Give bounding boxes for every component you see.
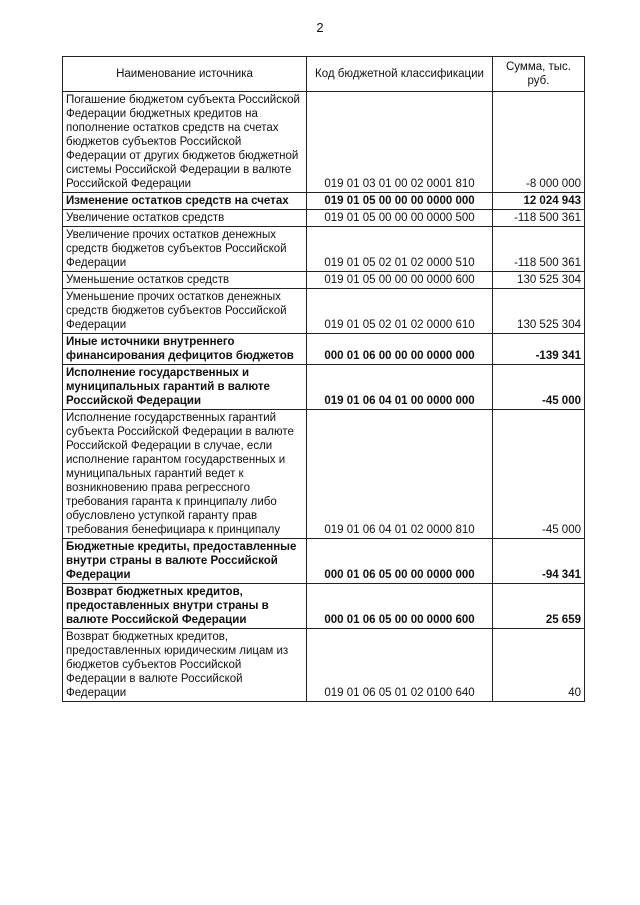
page-number: 2 <box>316 20 324 35</box>
table-row <box>63 584 585 629</box>
budget-code-cell: 019 01 05 00 00 00 0000 600 <box>307 272 493 289</box>
budget-sources-table <box>62 56 585 702</box>
source-name-cell: Погашение бюджетом субъекта Российской Федерации бюджетных кредитов на пополнение остатков средств на счетах бюджетов субъектов Российской Федерации от других бюджетов бюджетной системы Российской Федерации в валюте Российской Федерации <box>63 92 307 193</box>
budget-code-cell: 019 01 06 05 01 02 0100 640 <box>307 629 493 702</box>
table-row <box>63 210 585 227</box>
table-row <box>63 227 585 272</box>
source-name-cell: Иные источники внутреннего финансирования дефицитов бюджетов <box>63 334 307 365</box>
source-name-cell: Уменьшение прочих остатков денежных средств бюджетов субъектов Российской Федерации <box>63 289 307 334</box>
table-row <box>63 629 585 702</box>
budget-code-cell: 019 01 06 04 01 02 0000 810 <box>307 410 493 539</box>
source-name-cell: Увеличение прочих остатков денежных средств бюджетов субъектов Российской Федерации <box>63 227 307 272</box>
source-name-cell: Возврат бюджетных кредитов, предоставленных юридическим лицам из бюджетов субъектов Российской Федерации в валюте Российской Федерации <box>63 629 307 702</box>
source-name-cell: Уменьшение остатков средств <box>63 272 307 289</box>
amount-cell: -139 341 <box>493 334 585 365</box>
budget-code-cell: 000 01 06 05 00 00 0000 000 <box>307 539 493 584</box>
source-name-cell: Исполнение государственных и муниципальных гарантий в валюте Российской Федерации <box>63 365 307 410</box>
amount-cell: -94 341 <box>493 539 585 584</box>
header-source-name: Наименование источника <box>63 57 307 92</box>
source-name-cell: Изменение остатков средств на счетах <box>63 193 307 210</box>
budget-code-cell: 019 01 05 00 00 00 0000 500 <box>307 210 493 227</box>
header-amount: Сумма, тыс. руб. <box>493 57 585 92</box>
amount-cell: -45 000 <box>493 410 585 539</box>
amount-cell: 130 525 304 <box>493 272 585 289</box>
amount-cell: 25 659 <box>493 584 585 629</box>
header-budget-code: Код бюджетной классификации <box>307 57 493 92</box>
table-body <box>63 92 585 702</box>
source-name-cell: Увеличение остатков средств <box>63 210 307 227</box>
table-row <box>63 272 585 289</box>
table-row <box>63 334 585 365</box>
budget-code-cell: 000 01 06 05 00 00 0000 600 <box>307 584 493 629</box>
budget-code-cell: 019 01 05 00 00 00 0000 000 <box>307 193 493 210</box>
table-row <box>63 289 585 334</box>
amount-cell: -45 000 <box>493 365 585 410</box>
table-row <box>63 365 585 410</box>
budget-code-cell: 019 01 05 02 01 02 0000 510 <box>307 227 493 272</box>
budget-code-cell: 019 01 06 04 01 00 0000 000 <box>307 365 493 410</box>
amount-cell: 12 024 943 <box>493 193 585 210</box>
amount-cell: 40 <box>493 629 585 702</box>
budget-code-cell: 019 01 03 01 00 02 0001 810 <box>307 92 493 193</box>
table-header-row <box>63 57 585 92</box>
table-row <box>63 92 585 193</box>
source-name-cell: Исполнение государственных гарантий субъекта Российской Федерации в валюте Российской Федерации в случае, если исполнение гарантом государственных и муниципальных гарантий ведет к возникновению права регрессного требования гаранта к принципалу либо обусловлено уступкой гаранту прав требования бенефициара к принципалу <box>63 410 307 539</box>
table-row <box>63 410 585 539</box>
amount-cell: 130 525 304 <box>493 289 585 334</box>
budget-code-cell: 019 01 05 02 01 02 0000 610 <box>307 289 493 334</box>
table-row <box>63 539 585 584</box>
amount-cell: -118 500 361 <box>493 210 585 227</box>
budget-code-cell: 000 01 06 00 00 00 0000 000 <box>307 334 493 365</box>
source-name-cell: Бюджетные кредиты, предоставленные внутри страны в валюте Российской Федерации <box>63 539 307 584</box>
source-name-cell: Возврат бюджетных кредитов, предоставленных внутри страны в валюте Российской Федерации <box>63 584 307 629</box>
amount-cell: -8 000 000 <box>493 92 585 193</box>
amount-cell: -118 500 361 <box>493 227 585 272</box>
table-row <box>63 193 585 210</box>
